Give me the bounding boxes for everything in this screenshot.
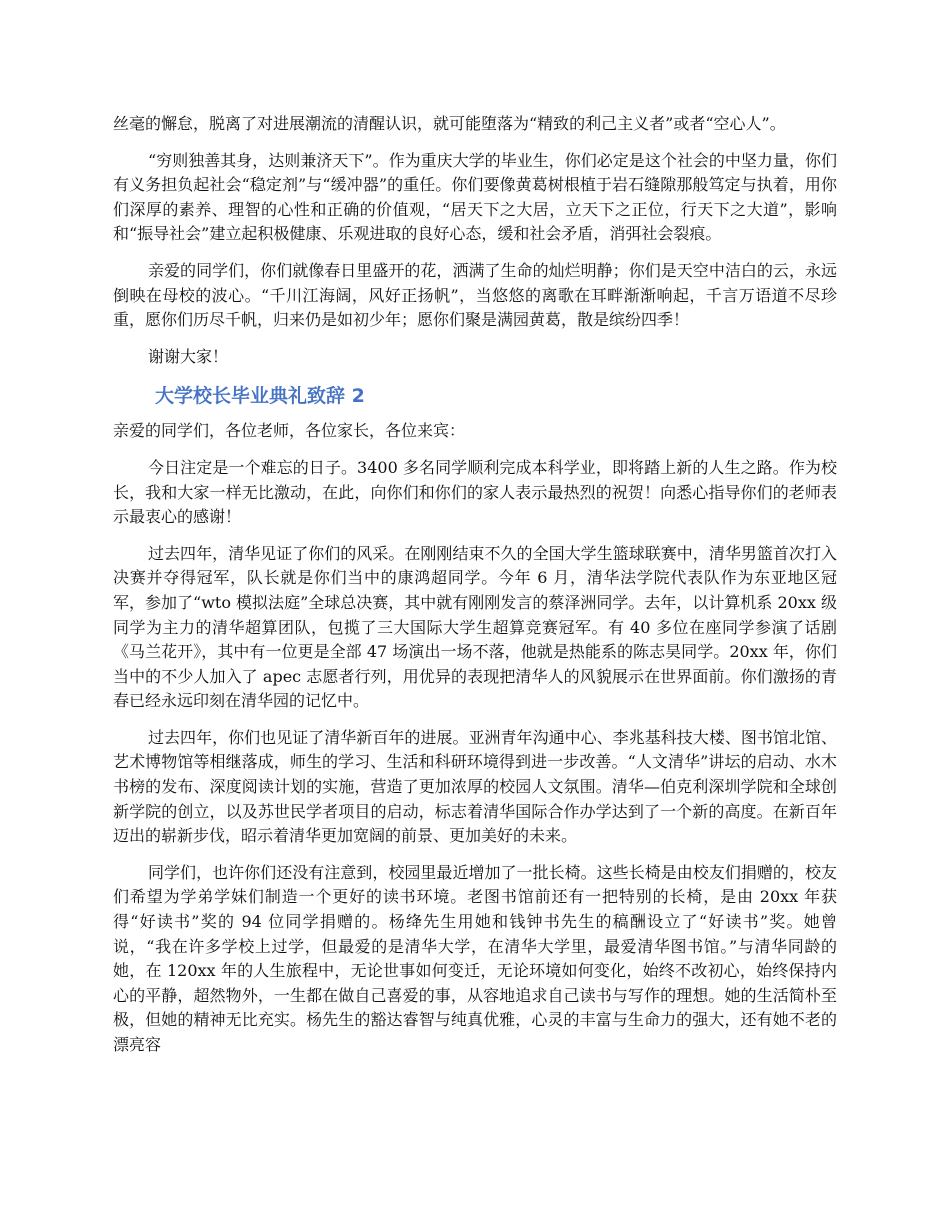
paragraph: “穷则独善其身，达则兼济天下”。作为重庆大学的毕业生，你们必定是这个社会的中坚力量，你们有义务担负起社会“稳定剂”与“缓冲器”的重任。你们要像黄葛树根植于岩石缝隙那般笃定与执着，用你们深厚的素养、理智的心性和正确的价值观，“居天下之大居，立天下之正位，行天下之大道”，影响和“振导社会”建立起积极健康、乐观进取的良好心态，缓和社会矛盾，消弭社会裂痕。 [113, 150, 837, 244]
salutation: 亲爱的同学们，各位老师，各位家长，各位来宾： [113, 421, 466, 441]
section-heading: 大学校长毕业典礼致辞 2 [155, 385, 365, 408]
paragraph: 过去四年，你们也见证了清华新百年的进展。亚洲青年沟通中心、李兆基科技大楼、图书馆北馆、艺术博物馆等相继落成，师生的学习、生活和科研环境得到进一步改善。“人文清华”讲坛的启动、水木书榜的发布、深度阅读计划的实施，营造了更加浓厚的校园人文氛围。清华—伯克利深圳学院和全球创新学院的创立，以及苏世民学者项目的启动，标志着清华国际合作办学达到了一个新的高度。在新百年迈出的崭新步伐，昭示着清华更加宽阔的前景、更加美好的未来。 [113, 727, 837, 846]
paragraph: 过去四年，清华见证了你们的风采。在刚刚结束不久的全国大学生篮球联赛中，清华男篮首次打入决赛并夺得冠军，队长就是你们当中的康鸿超同学。今年 6 月，清华法学院代表队作为东亚地区冠军，参加了“wto 模拟法庭”全球总决赛，其中就有刚刚发言的蔡泽洲同学。去年，以计算机系 20xx 级同学为主力的清华超算团队，包揽了三大国际大学生超算竞赛冠军。有 40 多位在座同学参演了话剧《马兰花开》，其中有一位更是全部 47 场演出一场不落，他就是热能系的陈志昊同学。20xx 年，你们当中的不少人加入了 apec 志愿者行列，用优异的表现把清华人的风貌展示在世界面前。你们激扬的青春已经永远印刻在清华园的记忆中。 [113, 543, 837, 711]
paragraph-closing: 谢谢大家！ [148, 346, 229, 366]
paragraph-continued: 丝毫的懈怠，脱离了对进展潮流的清醒认识，就可能堕落为“精致的利己主义者”或者“空心人”。 [113, 114, 786, 133]
paragraph: 同学们，也许你们还没有注意到，校园里最近增加了一批长椅。这些长椅是由校友们捐赠的，校友们希望为学弟学妹们制造一个更好的读书环境。老图书馆前还有一把特别的长椅，是由 20xx 年获得“好读书”奖的 94 位同学捐赠的。杨绛先生用她和钱钟书先生的稿酬设立了“好读书”奖。她曾说，“我在许多学校上过学，但最爱的是清华大学，在清华大学里，最爱清华图书馆。”与清华同龄的她，在 120xx 年的人生旅程中，无论世事如何变迁，无论环境如何变化，始终不改初心，始终保持内心的平静，超然物外，一生都在做自己喜爱的事，从容地追求自己读书与写作的理想。她的生活简朴至极，但她的精神无比充实。杨先生的豁达睿智与纯真优雅，心灵的丰富与生命力的强大，还有她不老的漂亮容 [113, 862, 837, 1054]
paragraph: 今日注定是一个难忘的日子。3400 多名同学顺利完成本科学业，即将踏上新的人生之路。作为校长，我和大家一样无比激动，在此，向你们和你们的家人表示最热烈的祝贺！向悉心指导你们的老师表示最衷心的感谢！ [113, 457, 837, 527]
paragraph: 亲爱的同学们，你们就像春日里盛开的花，洒满了生命的灿烂明静；你们是天空中洁白的云，永远倒映在母校的波心。“千川江海阔，风好正扬帆”，当悠悠的离歌在耳畔渐渐响起，千言万语道不尽珍重，愿你们历尽千帆，归来仍是如初少年；愿你们聚是满园黄葛，散是缤纷四季！ [113, 260, 837, 330]
document-body [113, 112, 837, 1070]
